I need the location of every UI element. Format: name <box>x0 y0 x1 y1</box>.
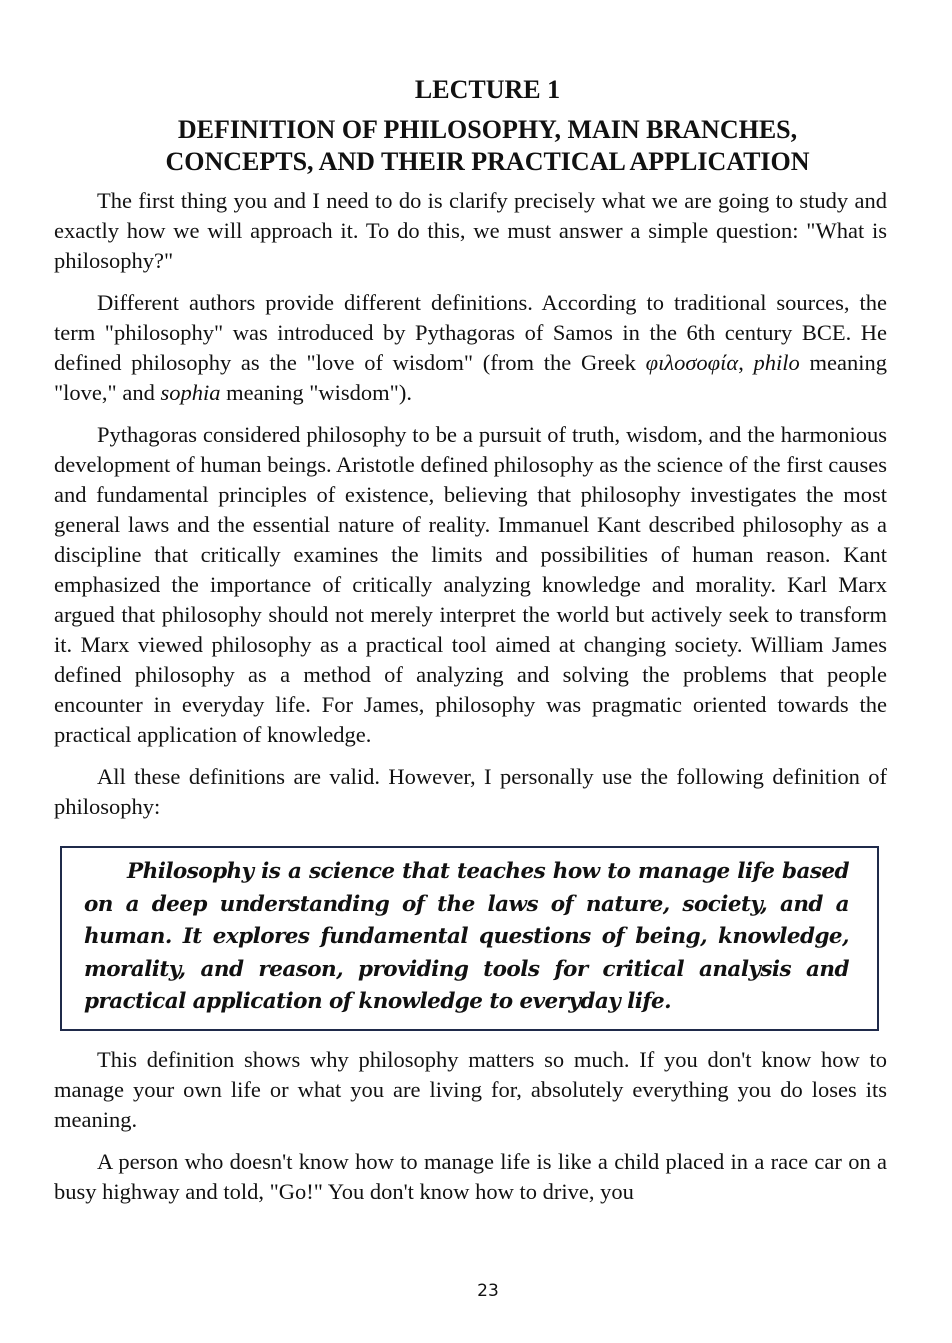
lecture-title-line-1: DEFINITION OF PHILOSOPHY, MAIN BRANCHES, <box>177 115 798 144</box>
term-sophia: sophia <box>160 380 221 405</box>
paragraph-race-car-analogy: A person who doesn't know how to manage life is like a child placed in a race car on a busy highway and told, "Go!" You don't know how to drive, you <box>54 1148 887 1204</box>
paragraph-text: meaning "love," and <box>54 350 888 405</box>
paragraph-text: Different authors provide different definitions. According to traditional sources, the term "philosophy" was introduced by Pythagoras of Samos in the 6th century BCE. He defined philosophy as the "love of wisdom" (from the Greek <box>54 290 887 375</box>
paragraph-definitions-origin <box>54 288 887 408</box>
lecture-title-line-2: CONCEPTS, AND THEIR PRACTICAL APPLICATION <box>165 147 810 176</box>
lecture-label: LECTURE 1 <box>414 75 561 104</box>
paragraph-personal-definition-intro: All these definitions are valid. However, I personally use the following definition of philosophy: <box>54 764 887 819</box>
greek-word: φιλοσοφία <box>645 350 739 375</box>
paragraph-why-matters: This definition shows why philosophy matters so much. If you don't know how to manage your own life or what you are living for, absolutely everything you do loses its meaning. <box>54 1046 887 1132</box>
term-philo: philo <box>753 350 800 375</box>
paragraph-intro: The first thing you and I need to do is clarify precisely what we are going to study and exactly how we will approach it. To do this, we must answer a simple question: "What is philosophy?" <box>54 188 887 273</box>
lecture-title <box>54 114 887 178</box>
definition-text: Philosophy is a science that teaches how to manage life based on a deep understanding of the laws of nature, society, and a human. It explores fundamental questions of being, knowledge, morality, and reason, providing tools for critical analysis and practical application of knowledge to everyday life. <box>84 859 849 1014</box>
paragraph-philosophers: Pythagoras considered philosophy to be a pursuit of truth, wisdom, and the harmonious development of human beings. Aristotle defined philosophy as the science of the first causes and fundamental principles of existence, believing that philosophy investigates the most general laws and the essential nature of reality. Immanuel Kant described philosophy as a discipline that critically examines the limits and possibilities of human reason. Kant emphasized the importance of critically analyzing knowledge and morality. Karl Marx argued that philosophy should not merely interpret the world but actively seek to transform it. Marx viewed philosophy as a practical tool aimed at changing society. William James defined philosophy as a method of analyzing and solving the problems that people encounter in everyday life. For James, philosophy was pragmatic oriented towards the practical application of knowledge. <box>54 422 887 747</box>
paragraph-text: meaning "wisdom"). <box>220 380 412 405</box>
definition-callout-box <box>60 846 879 1031</box>
page-content <box>54 74 887 1219</box>
paragraph-text: , <box>738 350 754 375</box>
page-number: 23 <box>477 1281 499 1301</box>
